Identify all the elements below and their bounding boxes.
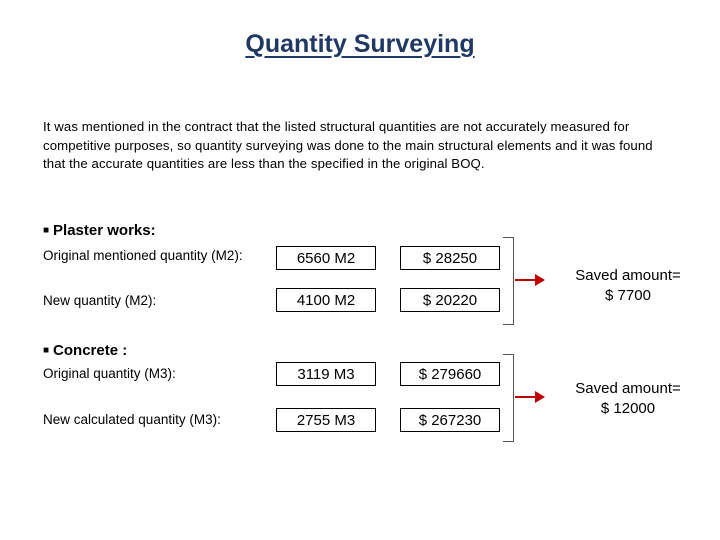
plaster-arrow-icon — [515, 274, 545, 286]
concrete-arrow-icon — [515, 391, 545, 403]
plaster-new-qty: 4100 M2 — [276, 288, 376, 312]
concrete-new-qty: 2755 M3 — [276, 408, 376, 432]
bullet-icon: ■ — [43, 225, 50, 236]
concrete-saved-value: $ 12000 — [600, 400, 656, 417]
plaster-original-cost: $ 28250 — [400, 246, 500, 270]
concrete-saved-label: Saved amount= — [575, 380, 681, 397]
intro-paragraph: It was mentioned in the contract that the listed structural quantities are not accurately measured for competitive purposes, so quantity surveying was done to the main structural elements and it was found that the accurate quantities are less than the specified in the original BOQ. — [43, 119, 653, 171]
plaster-new-cost: $ 20220 — [400, 288, 500, 312]
concrete-original-cost: $ 279660 — [400, 362, 500, 386]
plaster-heading-text: Plaster works: — [53, 222, 156, 239]
bullet-icon: ■ — [43, 345, 50, 356]
concrete-original-qty: 3119 M3 — [276, 362, 376, 386]
concrete-original-label: Original quantity (M3): — [43, 366, 176, 381]
plaster-saved-value: $ 7700 — [605, 287, 651, 304]
concrete-new-label: New calculated quantity (M3): — [43, 412, 221, 427]
concrete-heading-text: Concrete : — [53, 342, 128, 359]
plaster-saved-label: Saved amount= — [575, 267, 681, 284]
page-title: Quantity Surveying — [245, 30, 475, 58]
plaster-new-label: New quantity (M2): — [43, 293, 157, 308]
plaster-original-qty: 6560 M2 — [276, 246, 376, 270]
plaster-original-label: Original mentioned quantity (M2): — [43, 248, 243, 263]
concrete-new-cost: $ 267230 — [400, 408, 500, 432]
